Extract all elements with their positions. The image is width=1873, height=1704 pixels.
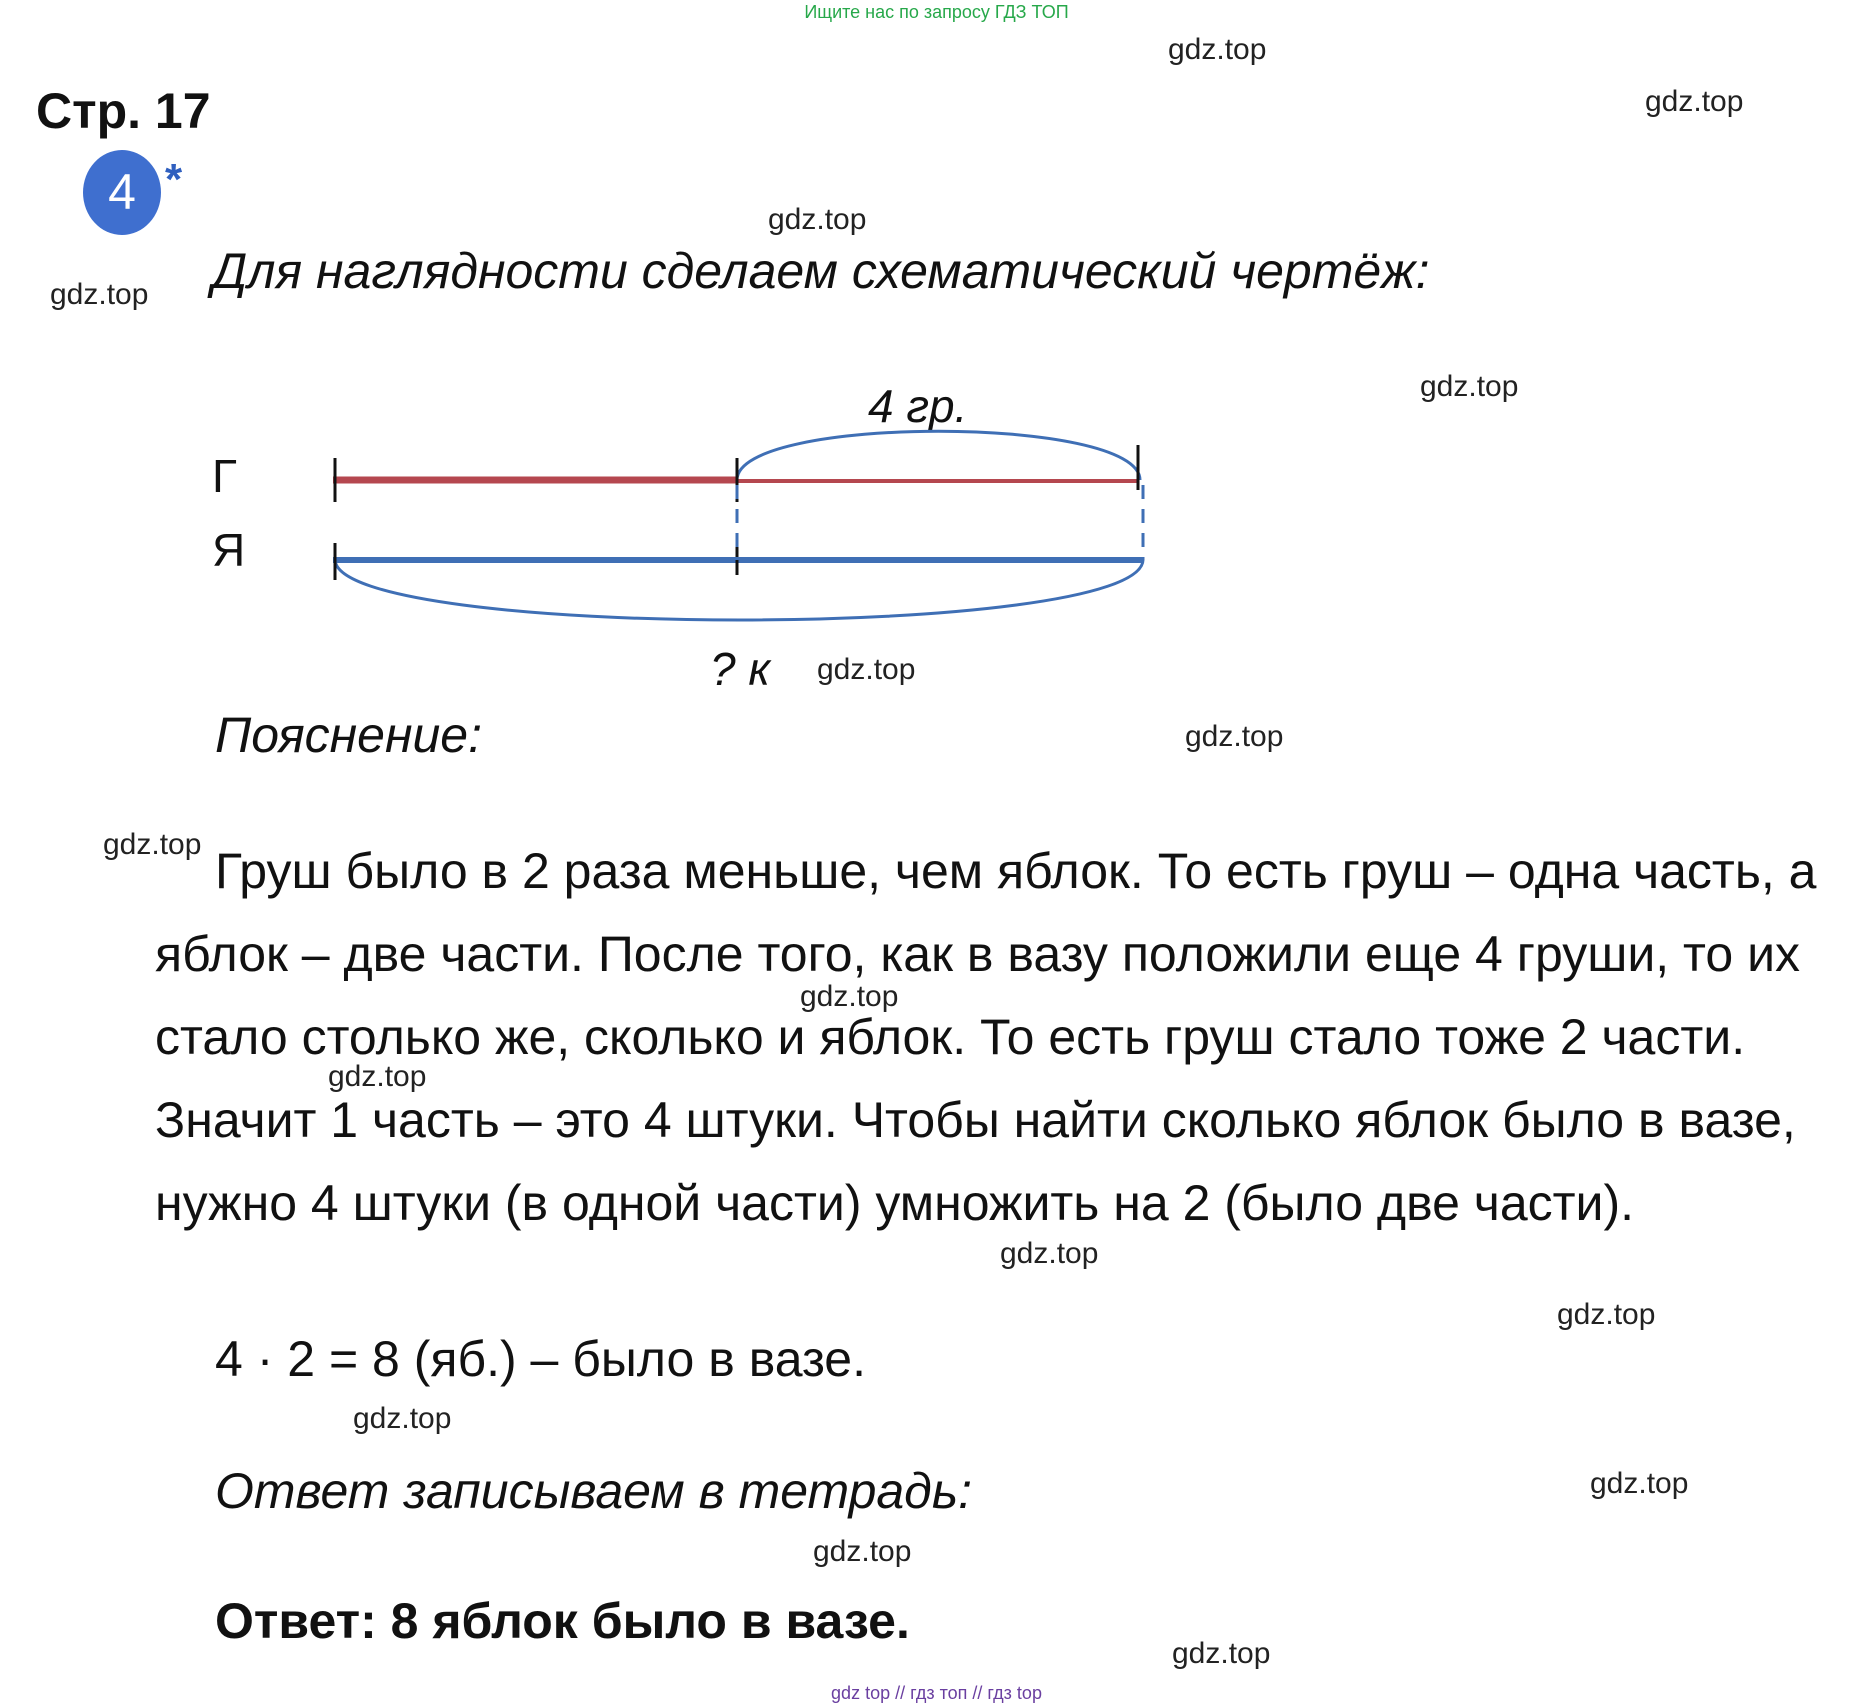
final-answer: Ответ: 8 яблок было в вазе. — [215, 1593, 910, 1649]
watermark: gdz.top — [103, 828, 202, 861]
task-star-mark: * — [165, 155, 183, 204]
apples-label: Я — [212, 524, 246, 576]
watermark: gdz.top — [813, 1535, 912, 1568]
top-brace-arc — [737, 431, 1140, 480]
watermark: gdz.top — [50, 278, 149, 311]
watermark: gdz.top — [817, 653, 916, 686]
watermark: gdz.top — [1557, 1298, 1656, 1331]
watermark: gdz.top — [1168, 33, 1267, 66]
watermark: gdz.top — [768, 203, 867, 236]
watermark: gdz.top — [1172, 1637, 1271, 1670]
watermark: gdz.top — [1590, 1467, 1689, 1500]
intro-text: Для наглядности сделаем схематический чертёж: — [212, 243, 1430, 299]
watermark: gdz.top — [1000, 1237, 1099, 1270]
task-number-badge: 4 — [83, 150, 161, 235]
explanation-paragraph: Груш было в 2 раза меньше, чем яблок. То есть груш – одна часть, а яблок – две части. После того, как в вазу положили еще 4 груши, то их стало столько же, сколько и яблок. То есть груш стало тоже 2 части. Значит 1 часть – это 4 штуки. Чтобы найти сколько яблок было в вазе, нужно 4 штуки (в одной части) умножить на 2 (было две части). — [155, 843, 1817, 1231]
bottom-brace-label: ? к — [710, 643, 771, 695]
watermark: gdz.top — [800, 980, 899, 1013]
watermark: gdz.top — [353, 1402, 452, 1435]
bottom-brace-arc — [335, 560, 1143, 620]
page-title: Стр. 17 — [36, 83, 211, 139]
watermark: gdz.top — [1420, 370, 1519, 403]
explanation-heading: Пояснение: — [215, 707, 482, 763]
watermark: gdz.top — [1185, 720, 1284, 753]
schematic-diagram — [0, 0, 1873, 720]
footer-links: gdz top // гдз топ // гдз top — [831, 1683, 1042, 1703]
solution-equation: 4 · 2 = 8 (яб.) – было в вазе. — [215, 1331, 867, 1387]
watermark: gdz.top — [1645, 85, 1744, 118]
top-brace-label: 4 гр. — [868, 380, 968, 432]
answer-intro: Ответ записываем в тетрадь: — [215, 1463, 973, 1519]
pears-label: Г — [212, 450, 237, 502]
watermark: gdz.top — [328, 1060, 427, 1093]
top-banner: Ищите нас по запросу ГДЗ ТОП — [804, 2, 1069, 22]
